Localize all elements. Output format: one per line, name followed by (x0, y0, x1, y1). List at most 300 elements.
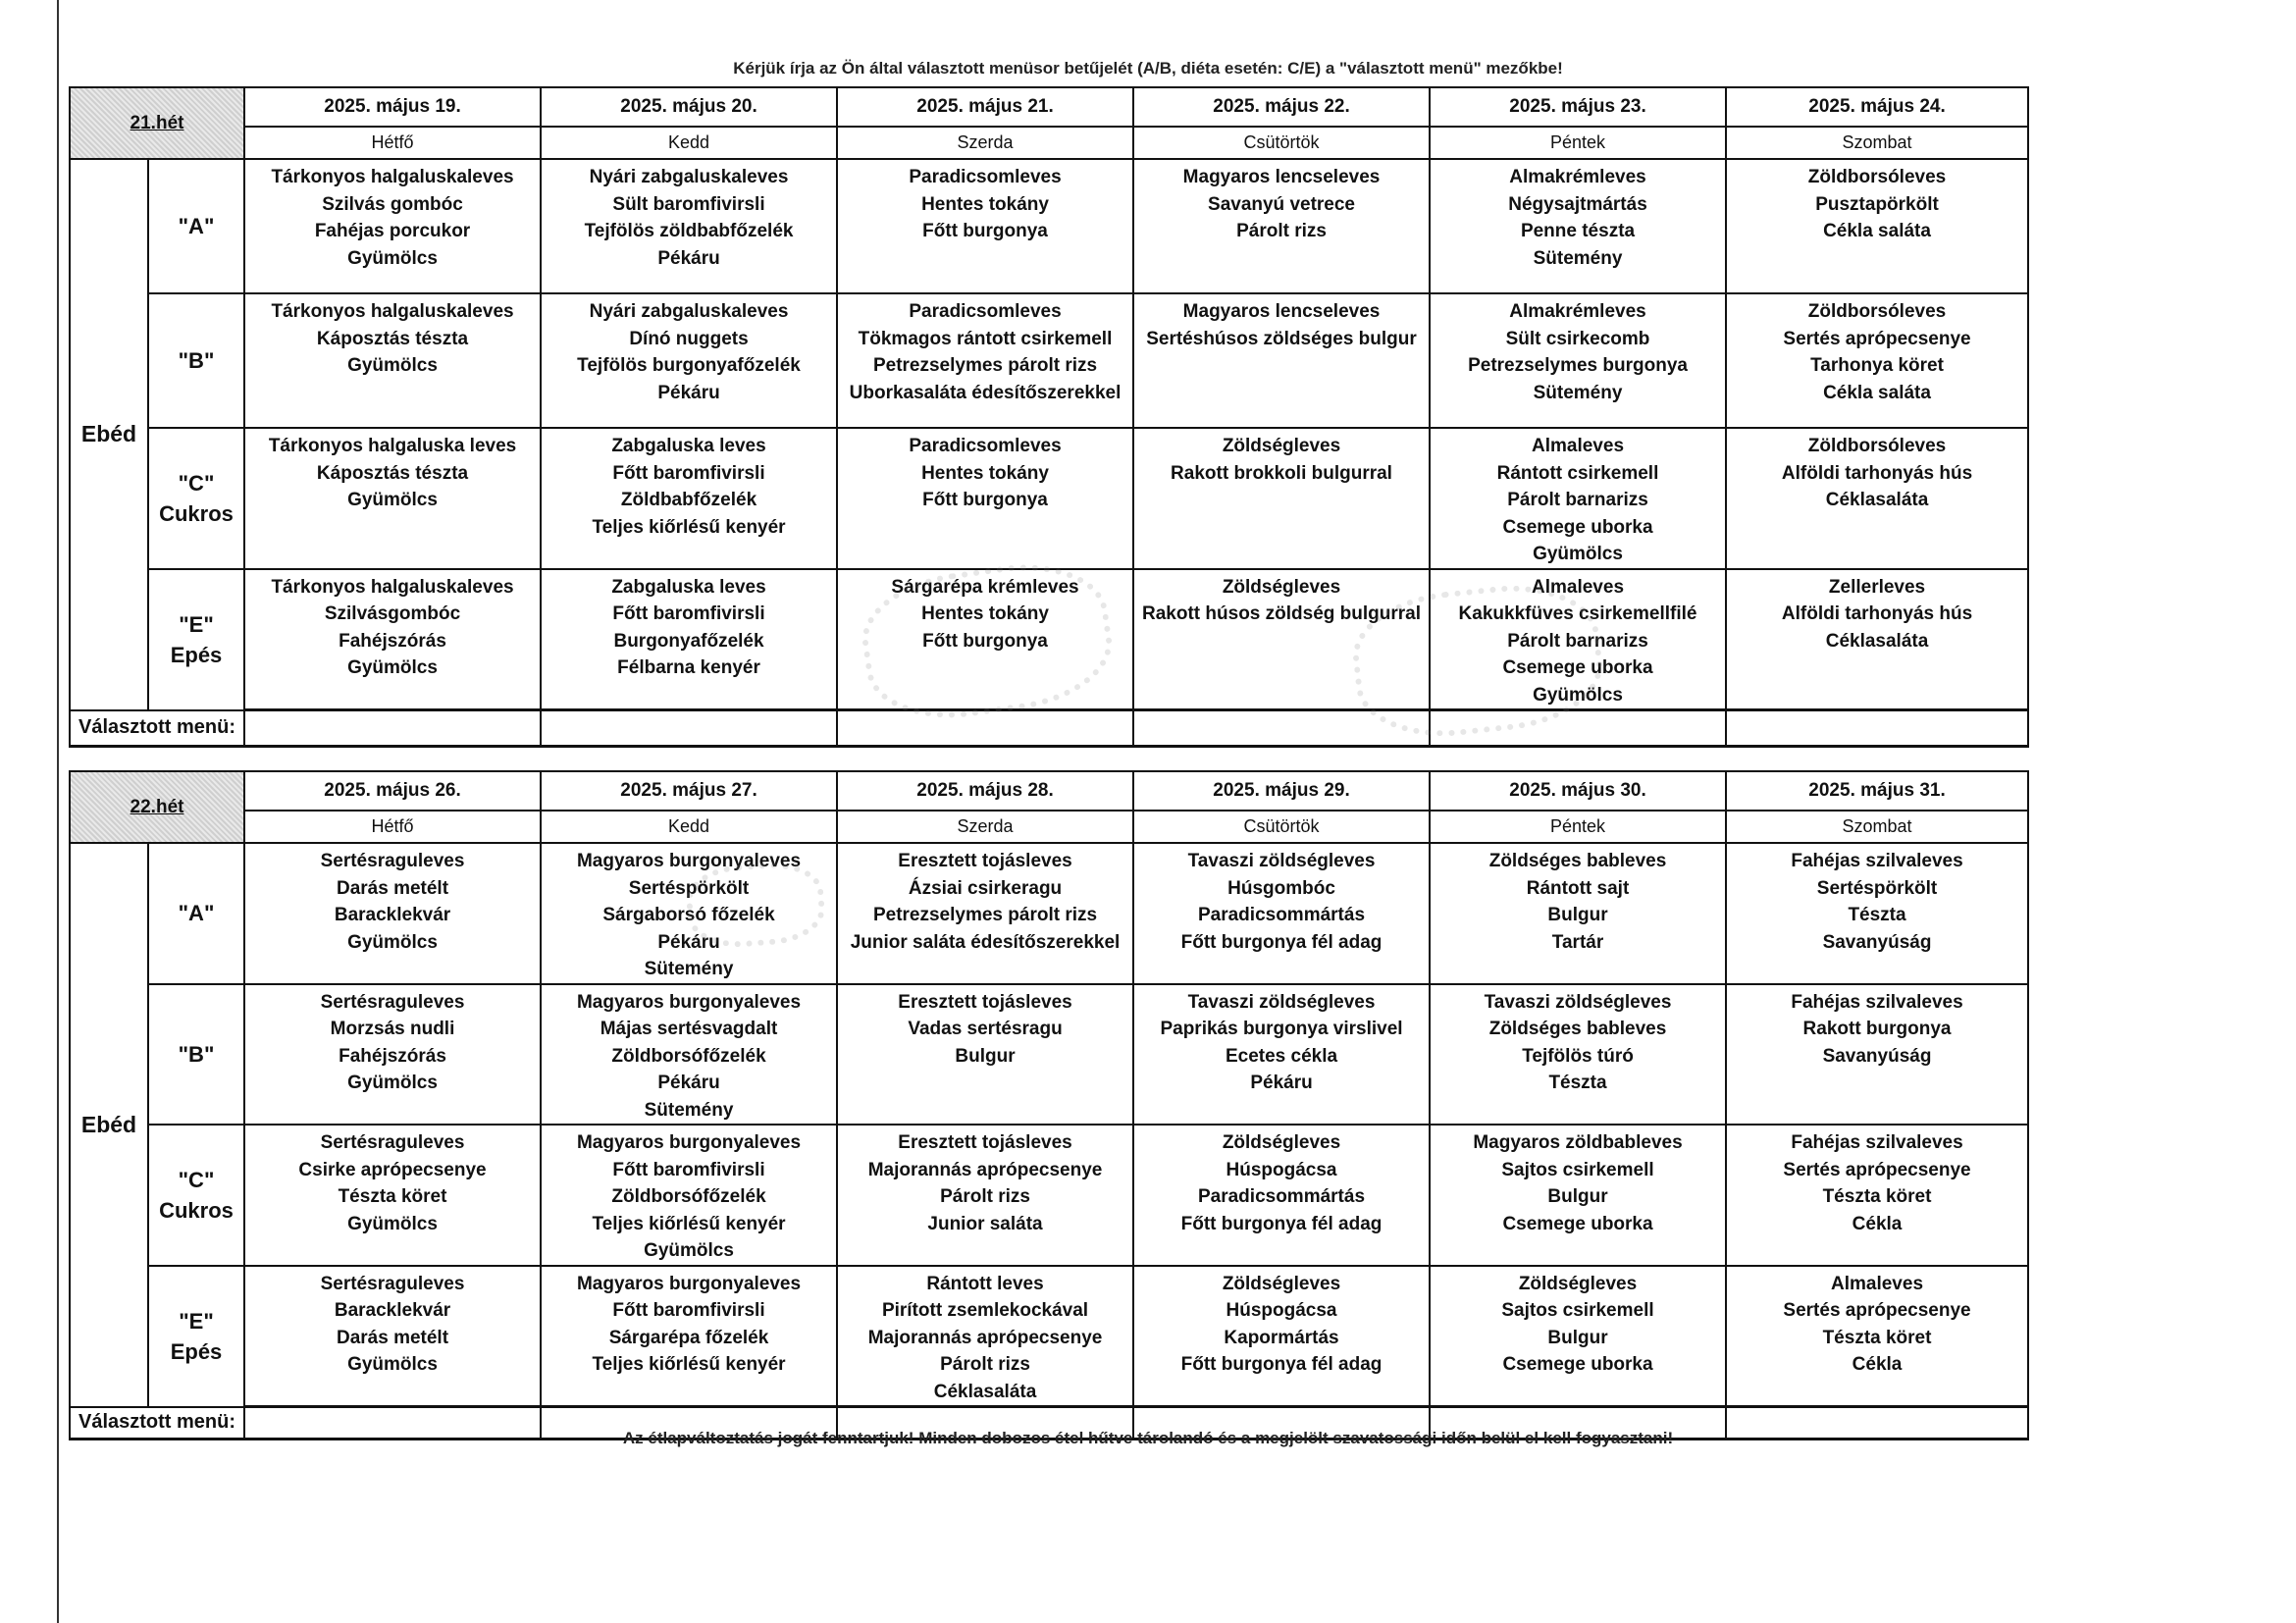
dish-item: Almaleves (1532, 576, 1625, 598)
meal-label: Ebéd (70, 159, 148, 710)
day-date: 2025. május 28. (837, 771, 1133, 811)
menu-row (70, 428, 2028, 569)
menu-cell (1133, 293, 1430, 428)
dish-item: Zöldségleves (1222, 1132, 1341, 1153)
menu-diet-label: Epés (170, 642, 223, 667)
chosen-menu-label: Választott menü: (70, 1407, 244, 1440)
dish-item: Sertés aprópecsenye (1783, 328, 1971, 349)
dish-item: Ázsiai csirkeragu (908, 877, 1063, 899)
dish-item: Gyümölcs (1533, 684, 1623, 706)
dish-item: Sertéshúsos zöldséges bulgur (1146, 328, 1417, 349)
dish-item: Párolt rizs (940, 1186, 1030, 1207)
dish-item: Főtt burgonya (922, 221, 1048, 241)
dish-item: Sült baromfivirsli (612, 193, 765, 215)
menu-cell (1430, 293, 1726, 428)
day-date: 2025. május 26. (244, 771, 541, 811)
dish-item: Teljes kiőrlésű kenyér (592, 1354, 786, 1375)
dish-item: Tavaszi zöldségleves (1484, 991, 1672, 1013)
week-label-text: 21.hét (130, 112, 184, 133)
dish-item: Sütemény (644, 959, 734, 979)
dish-item: Nyári zabgaluskaleves (589, 301, 789, 322)
dish-item: Rakott burgonya (1802, 1019, 1952, 1039)
dish-item: Zöldborsófőzelék (611, 1186, 766, 1207)
menu-cell (1726, 1125, 2028, 1266)
dish-item: Húspogácsa (1226, 1300, 1337, 1321)
menu-code-cell (148, 1125, 244, 1266)
dish-item: Paprikás burgonya virslivel (1160, 1019, 1403, 1039)
dish-item: Petrezselymes burgonya (1468, 355, 1688, 376)
dish-item: Eresztett tojásleves (898, 1132, 1072, 1153)
dish-item: Hentes tokány (921, 603, 1049, 624)
dish-item: Gyümölcs (347, 490, 438, 510)
menu-cell (837, 1266, 1133, 1407)
dish-item: Magyaros burgonyaleves (576, 851, 802, 871)
menu-cell (1133, 843, 1430, 984)
day-date: 2025. május 19. (244, 87, 541, 127)
dish-item: Hentes tokány (921, 462, 1049, 484)
dish-item: Sajtos csirkemell (1501, 1159, 1654, 1180)
dish-item: Főtt baromfivirsli (612, 1300, 765, 1321)
dish-item: Zöldséges bableves (1488, 1019, 1667, 1039)
dish-item: Penne tészta (1520, 221, 1636, 241)
dish-item: Tartár (1551, 931, 1604, 953)
menu-cell (1133, 984, 1430, 1126)
dish-item: Főtt burgonya fél adag (1180, 931, 1383, 953)
dish-item: Húsgombóc (1227, 877, 1335, 899)
dish-item: Petrezselymes párolt rizs (872, 355, 1098, 376)
dish-item: Tészta köret (338, 1186, 447, 1207)
dish-item: Csemege uborka (1502, 516, 1653, 538)
dish-item: Burgonyafőzelék (613, 630, 764, 652)
menu-cell (1133, 1125, 1430, 1266)
dish-item: Sárgaborsó főzelék (602, 905, 775, 925)
menu-diet-label: Cukros (159, 500, 234, 526)
dish-item: Pusztapörkölt (1815, 193, 1939, 215)
dish-item: Tavaszi zöldségleves (1187, 851, 1376, 871)
dish-item: Sárgarépa főzelék (608, 1327, 769, 1348)
menu-cell (244, 159, 541, 293)
week-label-text: 22.hét (130, 796, 184, 817)
dish-item: Főtt baromfivirsli (612, 462, 765, 484)
chosen-menu-field[interactable] (244, 710, 541, 747)
dish-item: Fahéjszórás (339, 630, 446, 652)
dish-item: Céklasaláta (933, 1381, 1037, 1402)
dish-item: Zabgaluska leves (611, 436, 766, 456)
dish-item: Szilvásgombóc (324, 603, 461, 624)
day-date: 2025. május 20. (541, 87, 837, 127)
menu-cell (541, 428, 837, 569)
footer-note: Az étlapváltoztatás jogát fenntartjuk! Minden dobozos étel hűtve tárolandó és a megjelölt szavatossági időn belül el kell fogyasztani! (622, 1429, 1674, 1447)
chosen-menu-row (70, 710, 2028, 747)
dish-item: Majorannás aprópecsenye (867, 1159, 1103, 1180)
dish-item: Sütemény (1533, 247, 1623, 269)
menu-row (70, 1125, 2028, 1266)
dish-item: Almakrémleves (1509, 167, 1646, 187)
dish-item: Tarhonya köret (1810, 355, 1944, 376)
dish-item: Négysajtmártás (1508, 193, 1647, 215)
day-name: Péntek (1430, 127, 1726, 159)
dish-item: Zellerleves (1828, 576, 1926, 598)
dish-item: Pékáru (657, 247, 720, 269)
day-name: Szombat (1726, 811, 2028, 843)
dish-item: Pirított zsemlekockával (881, 1300, 1089, 1321)
dish-item: Sárgarépa krémleves (891, 576, 1079, 598)
chosen-menu-label: Választott menü: (70, 710, 244, 747)
menu-cell (837, 159, 1133, 293)
menu-cell (1133, 569, 1430, 710)
dish-item: Junior saláta (927, 1213, 1043, 1234)
dish-item: Paradicsomleves (909, 436, 1062, 456)
menu-cell (244, 984, 541, 1126)
dish-item: Céklasaláta (1825, 630, 1929, 652)
menu-row (70, 984, 2028, 1126)
dish-item: Magyaros lencseleves (1182, 167, 1381, 187)
menu-diet-label: Epés (170, 1338, 223, 1364)
menu-code: "A" (178, 214, 215, 238)
menu-cell (541, 159, 837, 293)
dish-item: Vadas sertésragu (908, 1019, 1063, 1039)
dish-item: Junior saláta édesítőszerekkel (850, 931, 1121, 953)
dish-item: Uborkasaláta édesítőszerekkel (849, 382, 1122, 403)
dish-item: Darás metélt (336, 1327, 449, 1348)
dish-item: Főtt burgonya (922, 490, 1048, 510)
day-date: 2025. május 27. (541, 771, 837, 811)
day-date: 2025. május 21. (837, 87, 1133, 127)
chosen-menu-field[interactable] (1133, 710, 1430, 747)
dish-item: Zöldborsóleves (1807, 436, 1947, 456)
dish-item: Bulgur (955, 1045, 1016, 1067)
menu-cell (244, 428, 541, 569)
menu-cell (837, 428, 1133, 569)
dish-item: Tészta köret (1822, 1186, 1932, 1207)
day-date: 2025. május 23. (1430, 87, 1726, 127)
dish-item: Eresztett tojásleves (898, 991, 1072, 1013)
dish-item: Savanyú vetrece (1208, 193, 1356, 215)
dish-item: Zöldségleves (1222, 1273, 1341, 1294)
dish-item: Almaleves (1532, 436, 1625, 456)
dish-item: Fahéjas szilvaleves (1791, 1132, 1963, 1153)
dish-item: Cékla saláta (1823, 221, 1931, 241)
day-name: Hétfő (244, 127, 541, 159)
dish-item: Gyümölcs (347, 1213, 438, 1234)
menu-cell (244, 293, 541, 428)
week-label (70, 87, 244, 159)
dish-item: Zöldségleves (1222, 576, 1341, 598)
dish-item: Fahéjszórás (339, 1045, 446, 1067)
menu-cell (837, 569, 1133, 710)
dish-item: Sertésraguleves (320, 1132, 465, 1153)
dish-item: Paradicsommártás (1197, 905, 1366, 925)
menu-code-cell (148, 843, 244, 984)
dish-item: Sült csirkecomb (1505, 328, 1650, 349)
day-name: Szerda (837, 127, 1133, 159)
dish-item: Sertéspörkölt (1816, 877, 1938, 899)
scan-edge-line (57, 0, 59, 1623)
dish-item: Magyaros burgonyaleves (576, 1273, 802, 1294)
dish-item: Gyümölcs (347, 1073, 438, 1093)
dish-item: Paradicsomleves (909, 301, 1062, 322)
day-name: Kedd (541, 811, 837, 843)
dish-item: Rakott húsos zöldség bulgurral (1142, 603, 1421, 624)
menu-diet-label: Cukros (159, 1197, 234, 1223)
chosen-menu-field[interactable] (541, 710, 837, 747)
dish-item: Pékáru (657, 931, 720, 953)
day-date: 2025. május 22. (1133, 87, 1430, 127)
menu-cell (541, 1125, 837, 1266)
day-date: 2025. május 29. (1133, 771, 1430, 811)
menu-cell (1430, 159, 1726, 293)
menu-cell (541, 984, 837, 1126)
dish-item: Főtt burgonya (922, 630, 1048, 652)
dish-item: Cékla (1852, 1213, 1903, 1234)
dish-item: Zabgaluska leves (611, 576, 766, 598)
menu-cell (244, 843, 541, 984)
dish-item: Teljes kiőrlésű kenyér (592, 1213, 786, 1234)
day-name: Kedd (541, 127, 837, 159)
day-name-row (70, 127, 2028, 159)
day-name: Csütörtök (1133, 127, 1430, 159)
menu-cell (1133, 159, 1430, 293)
menu-cell (1726, 293, 2028, 428)
menu-code: "B" (178, 1041, 215, 1067)
dish-item: Rántott leves (926, 1273, 1044, 1294)
dish-item: Cékla saláta (1823, 382, 1931, 403)
day-name: Szerda (837, 811, 1133, 843)
menu-cell (1430, 1266, 1726, 1407)
dish-item: Tökmagos rántott csirkemell (858, 328, 1113, 349)
menu-cell (1133, 428, 1430, 569)
dish-item: Sertéspörkölt (628, 877, 750, 899)
dish-item: Tárkonyos halgaluskaleves (271, 576, 514, 598)
dish-item: Sertésraguleves (320, 851, 465, 871)
dish-item: Pékáru (1250, 1073, 1313, 1093)
dish-item: Zöldséges bableves (1488, 851, 1667, 871)
dish-item: Rántott csirkemell (1496, 462, 1659, 484)
dish-item: Baracklekvár (334, 905, 451, 925)
dish-item: Tárkonyos halgaluskaleves (271, 301, 514, 322)
day-date: 2025. május 30. (1430, 771, 1726, 811)
week-table (69, 770, 2029, 1440)
dish-item: Almakrémleves (1509, 301, 1646, 322)
instruction-text: Kérjük írja az Ön által választott menüsor betűjelét (A/B, diéta esetén: C/E) a "választott menü" mezőkbe! (733, 59, 1563, 78)
dish-item: Párolt rizs (940, 1354, 1030, 1375)
date-row (70, 87, 2028, 127)
menu-code-cell (148, 984, 244, 1126)
menu-cell (1430, 984, 1726, 1126)
date-row (70, 771, 2028, 811)
dish-item: Főtt baromfivirsli (612, 603, 765, 624)
dish-item: Majorannás aprópecsenye (867, 1327, 1103, 1348)
dish-item: Tejfölös zöldbabfőzelék (584, 221, 794, 241)
dish-item: Tárkonyos halgaluskaleves (271, 167, 514, 187)
dish-item: Magyaros burgonyaleves (576, 1132, 802, 1153)
menu-row (70, 569, 2028, 710)
dish-item: Párolt barnarizs (1507, 490, 1648, 510)
dish-item: Zöldségleves (1222, 436, 1341, 456)
menu-row (70, 159, 2028, 293)
dish-item: Sertésraguleves (320, 991, 465, 1013)
dish-item: Savanyúság (1822, 1045, 1932, 1067)
dish-item: Tészta köret (1822, 1327, 1932, 1348)
dish-item: Fahéjas porcukor (314, 221, 471, 241)
menu-cell (1430, 569, 1726, 710)
menu-cell (1430, 843, 1726, 984)
meal-label: Ebéd (70, 843, 148, 1407)
dish-item: Főtt burgonya fél adag (1180, 1213, 1383, 1234)
dish-item: Gyümölcs (1533, 544, 1623, 564)
dish-item: Csemege uborka (1502, 1213, 1653, 1234)
menu-code-cell (148, 293, 244, 428)
dish-item: Sertésraguleves (320, 1273, 465, 1294)
menu-cell (1726, 159, 2028, 293)
dish-item: Savanyúság (1822, 931, 1932, 953)
menu-cell (244, 569, 541, 710)
chosen-menu-field[interactable] (837, 710, 1133, 747)
dish-item: Alföldi tarhonyás hús (1781, 603, 1973, 624)
week-table (69, 86, 2029, 748)
day-name: Péntek (1430, 811, 1726, 843)
day-name-row (70, 811, 2028, 843)
dish-item: Kakukkfüves csirkemellfilé (1458, 603, 1697, 624)
dish-item: Zöldségleves (1518, 1273, 1638, 1294)
menu-cell (1726, 1266, 2028, 1407)
menu-code: "C" (178, 470, 215, 496)
dish-item: Gyümölcs (347, 1354, 438, 1375)
menu-cell (1133, 1266, 1430, 1407)
menu-code: "E" (179, 1308, 214, 1334)
dish-item: Almaleves (1831, 1273, 1924, 1294)
dish-item: Cékla (1852, 1354, 1903, 1375)
menu-code-cell (148, 159, 244, 293)
dish-item: Főtt baromfivirsli (612, 1159, 765, 1180)
menu-code-cell (148, 428, 244, 569)
menu-row (70, 843, 2028, 984)
day-name: Csütörtök (1133, 811, 1430, 843)
dish-item: Petrezselymes párolt rizs (872, 905, 1098, 925)
dish-item: Eresztett tojásleves (898, 851, 1072, 871)
dish-item: Bulgur (1547, 905, 1608, 925)
dish-item: Gyümölcs (347, 247, 438, 269)
dish-item: Tészta (1848, 905, 1906, 925)
dish-item: Tejfölös túró (1522, 1045, 1634, 1067)
dish-item: Káposztás tészta (316, 328, 469, 349)
dish-item: Alföldi tarhonyás hús (1781, 462, 1973, 484)
chosen-menu-field[interactable] (1430, 710, 1726, 747)
dish-item: Csirke aprópecsenye (298, 1159, 487, 1180)
menu-cell (837, 984, 1133, 1126)
dish-item: Sütemény (644, 1099, 734, 1121)
day-name: Szombat (1726, 127, 2028, 159)
dish-item: Céklasaláta (1825, 490, 1929, 510)
dish-item: Magyaros lencseleves (1182, 301, 1381, 322)
dish-item: Morzsás nudli (330, 1019, 455, 1039)
dish-item: Szilvás gombóc (322, 193, 463, 215)
dish-item: Magyaros burgonyaleves (576, 991, 802, 1013)
dish-item: Sertés aprópecsenye (1783, 1159, 1971, 1180)
menu-cell (1726, 843, 2028, 984)
dish-item: Darás metélt (336, 877, 449, 899)
dish-item: Fahéjas szilvaleves (1791, 851, 1963, 871)
menu-cell (244, 1266, 541, 1407)
dish-item: Gyümölcs (347, 355, 438, 376)
day-date: 2025. május 24. (1726, 87, 2028, 127)
dish-item: Gyümölcs (347, 931, 438, 953)
dish-item: Bulgur (1547, 1186, 1608, 1207)
dish-item: Teljes kiőrlésű kenyér (592, 516, 786, 538)
menu-cell (837, 843, 1133, 984)
dish-item: Májas sertésvagdalt (600, 1019, 778, 1039)
menu-cell (1726, 984, 2028, 1126)
menu-row (70, 293, 2028, 428)
dish-item: Magyaros zöldbableves (1473, 1132, 1683, 1153)
menu-cell (837, 293, 1133, 428)
dish-item: Tejfölös burgonyafőzelék (577, 355, 801, 376)
dish-item: Paradicsommártás (1197, 1186, 1366, 1207)
dish-item: Párolt rizs (1236, 221, 1327, 241)
dish-item: Zöldborsóleves (1807, 301, 1947, 322)
day-name: Hétfő (244, 811, 541, 843)
dish-item: Ecetes cékla (1225, 1045, 1338, 1067)
dish-item: Pékáru (657, 382, 720, 403)
dish-item: Zöldborsófőzelék (611, 1045, 766, 1067)
dish-item: Káposztás tészta (316, 462, 469, 484)
dish-item: Sertés aprópecsenye (1783, 1300, 1971, 1321)
menu-code: "C" (178, 1167, 215, 1192)
dish-item: Fahéjas szilvaleves (1791, 991, 1963, 1013)
menu-cell (1726, 569, 2028, 710)
menu-cell (541, 1266, 837, 1407)
menu-code-cell (148, 569, 244, 710)
menu-cell (541, 569, 837, 710)
dish-item: Tárkonyos halgaluska leves (268, 436, 517, 456)
dish-item: Tészta (1548, 1073, 1607, 1093)
dish-item: Húspogácsa (1226, 1159, 1337, 1180)
menu-cell (1430, 1125, 1726, 1266)
dish-item: Tavaszi zöldségleves (1187, 991, 1376, 1013)
menu-row (70, 1266, 2028, 1407)
dish-item: Baracklekvár (334, 1300, 451, 1321)
dish-item: Gyümölcs (347, 657, 438, 678)
dish-item: Félbarna kenyér (617, 657, 760, 678)
dish-item: Bulgur (1547, 1327, 1608, 1348)
dish-item: Sajtos csirkemell (1501, 1300, 1654, 1321)
menu-cell (1726, 428, 2028, 569)
menu-code: "E" (179, 611, 214, 637)
dish-item: Kapormártás (1224, 1327, 1339, 1348)
menu-cell (1430, 428, 1726, 569)
dish-item: Zöldbabfőzelék (620, 490, 757, 510)
dish-item: Hentes tokány (921, 193, 1049, 215)
dish-item: Sütemény (1533, 382, 1623, 403)
menu-code: "B" (178, 348, 215, 373)
menu-cell (541, 843, 837, 984)
menu-cell (541, 293, 837, 428)
menu-code-cell (148, 1266, 244, 1407)
menu-cell (244, 1125, 541, 1266)
day-date: 2025. május 31. (1726, 771, 2028, 811)
dish-item: Paradicsomleves (909, 167, 1062, 187)
menu-code: "A" (178, 901, 215, 926)
dish-item: Pékáru (657, 1073, 720, 1093)
dish-item: Rántott sajt (1526, 877, 1630, 899)
menu-cell (837, 1125, 1133, 1266)
dish-item: Dínó nuggets (629, 328, 749, 349)
dish-item: Rakott brokkoli bulgurral (1171, 462, 1392, 484)
chosen-menu-field[interactable] (1726, 710, 2028, 747)
dish-item: Csemege uborka (1502, 657, 1653, 678)
week-label (70, 771, 244, 843)
dish-item: Nyári zabgaluskaleves (589, 167, 789, 187)
